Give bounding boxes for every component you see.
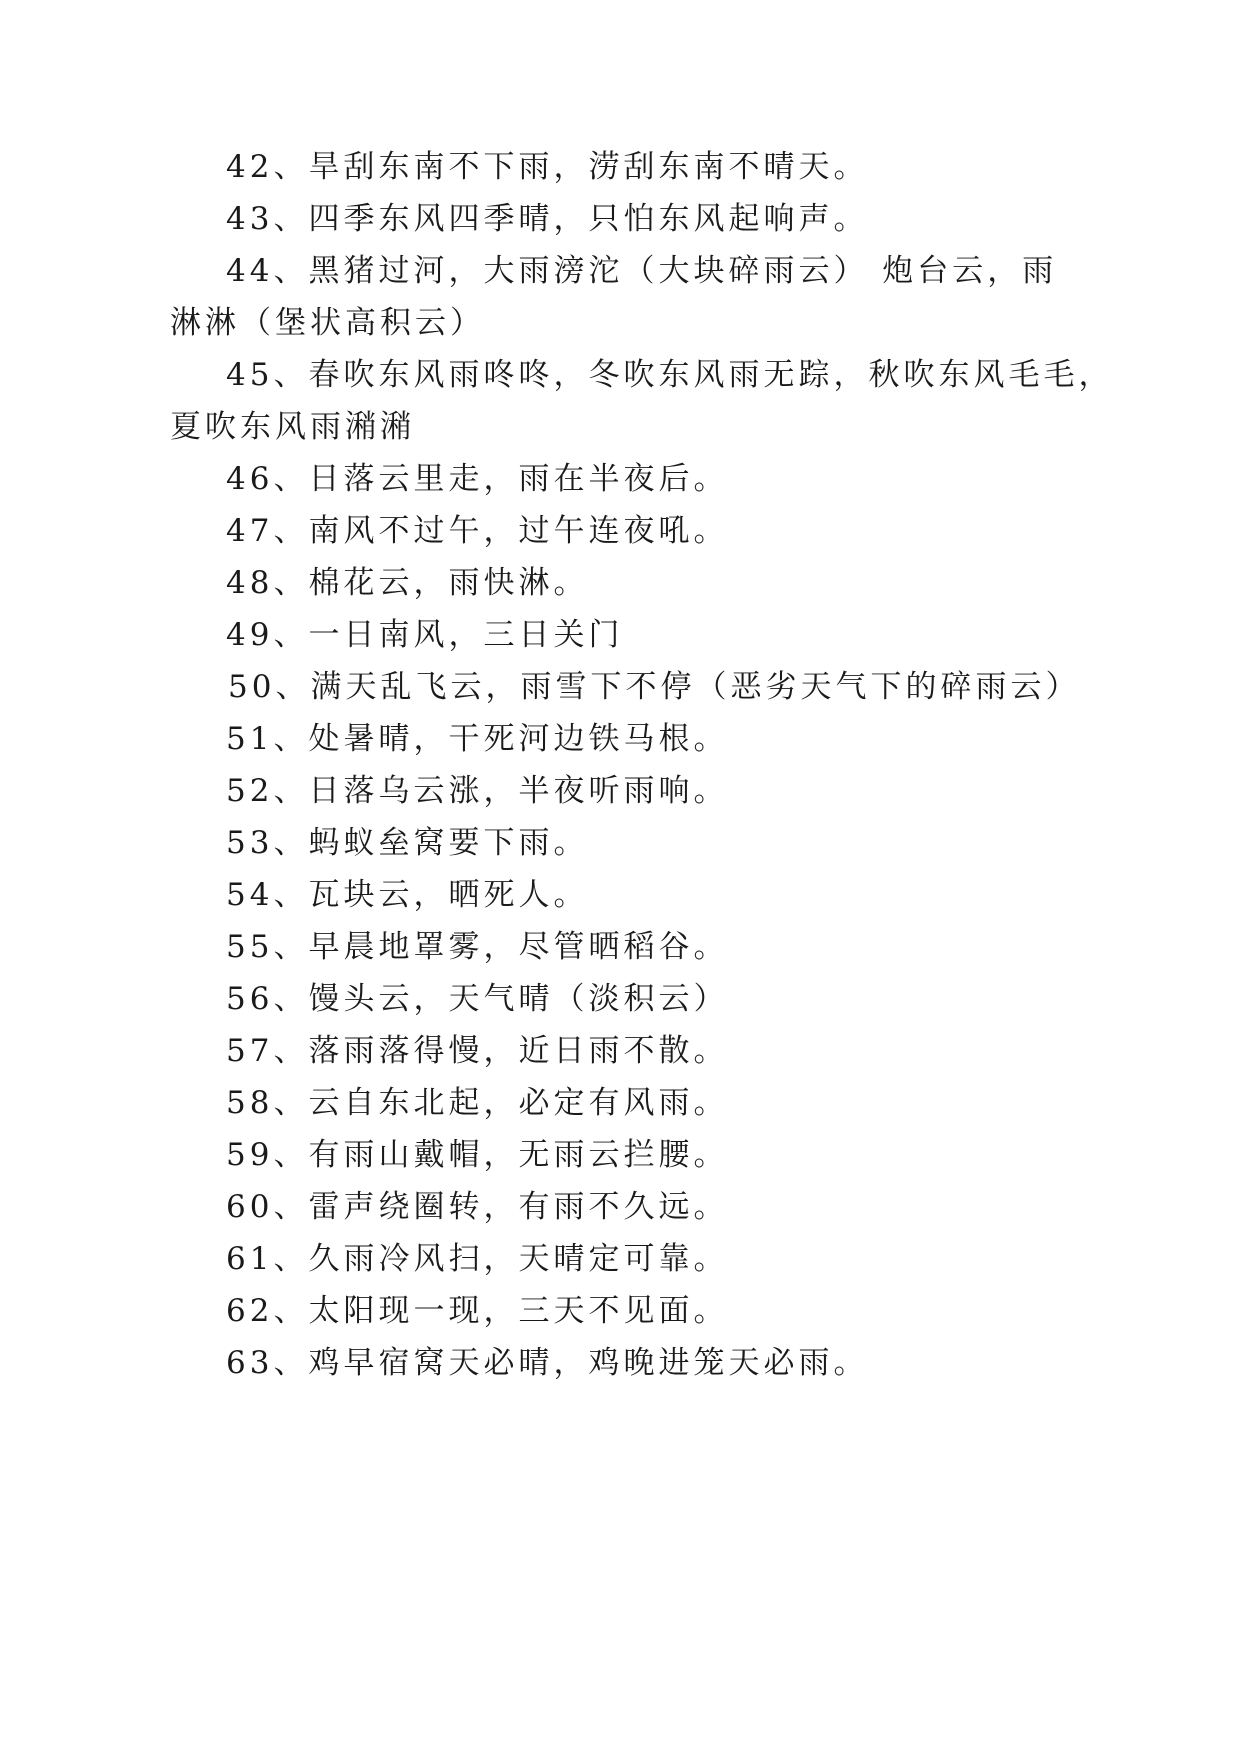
proverb-56: 56、馒头云，天气晴（淡积云） bbox=[226, 981, 729, 1017]
proverb-63: 63、鸡早宿窝天必晴，鸡晚进笼天必雨。 bbox=[226, 1345, 869, 1381]
proverb-60: 60、雷声绕圈转，有雨不久远。 bbox=[226, 1189, 729, 1225]
proverb-45-line2: 夏吹东风雨潲潲 bbox=[170, 409, 415, 445]
proverb-46: 46、日落云里走，雨在半夜后。 bbox=[226, 461, 729, 497]
proverb-49: 49、一日南风，三日关门 bbox=[226, 617, 624, 653]
proverb-55: 55、早晨地罩雾，尽管晒稻谷。 bbox=[226, 929, 729, 965]
proverb-43: 43、四季东风四季晴，只怕东风起响声。 bbox=[226, 201, 869, 237]
proverb-58: 58、云自东北起，必定有风雨。 bbox=[226, 1085, 729, 1121]
proverb-44-line2: 淋淋（堡状高积云） bbox=[170, 305, 485, 341]
proverb-42: 42、旱刮东南不下雨，涝刮东南不晴天。 bbox=[226, 149, 869, 185]
proverb-59: 59、有雨山戴帽，无雨云拦腰。 bbox=[226, 1137, 729, 1173]
proverb-62: 62、太阳现一现，三天不见面。 bbox=[226, 1293, 729, 1329]
proverb-48: 48、棉花云，雨快淋。 bbox=[226, 565, 589, 601]
proverb-50: 50、满天乱飞云，雨雪下不停（恶劣天气下的碎雨云） bbox=[228, 669, 1081, 705]
proverb-61: 61、久雨冷风扫，天晴定可靠。 bbox=[226, 1241, 729, 1277]
proverb-57: 57、落雨落得慢，近日雨不散。 bbox=[226, 1033, 729, 1069]
proverb-54: 54、瓦块云，晒死人。 bbox=[226, 877, 589, 913]
proverb-45-line1: 45、春吹东风雨咚咚，冬吹东风雨无踪，秋吹东风毛毛， bbox=[226, 357, 1114, 393]
proverb-52: 52、日落乌云涨，半夜听雨响。 bbox=[226, 773, 729, 809]
proverb-47: 47、南风不过午，过午连夜吼。 bbox=[226, 513, 729, 549]
proverb-53: 53、蚂蚁垒窝要下雨。 bbox=[226, 825, 589, 861]
proverb-44-line1: 44、黑猪过河，大雨滂沱（大块碎雨云） 炮台云，雨 bbox=[226, 253, 1058, 289]
proverb-51: 51、处暑晴，干死河边铁马根。 bbox=[226, 721, 729, 757]
